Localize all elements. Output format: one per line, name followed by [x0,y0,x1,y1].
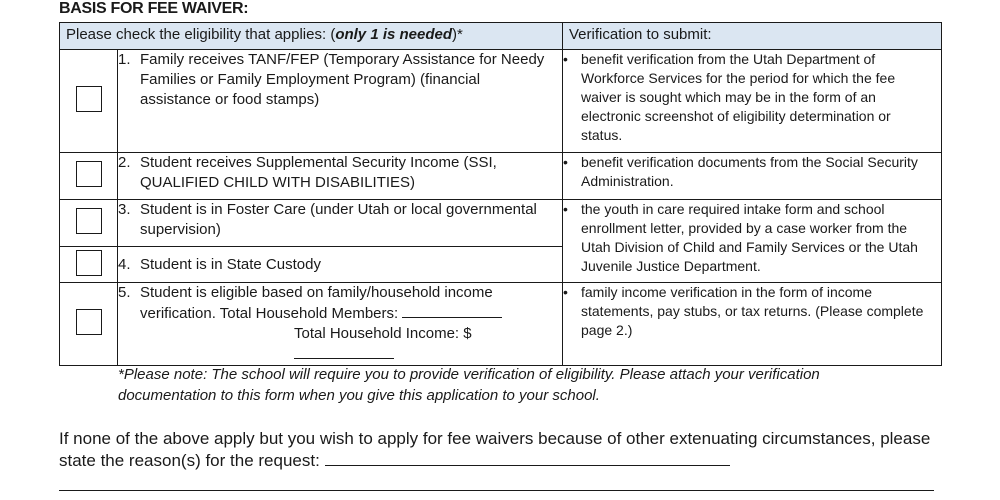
table-header-row [60,23,942,50]
state-custody-checkbox[interactable] [76,250,102,276]
criterion-3: 3. Student is in Foster Care (under Utah or local governmental supervision) [118,200,563,247]
criterion-2: 2. Student receives Supplemental Security Income (SSI, QUALIFIED CHILD WITH DISABILITIES) [118,153,563,200]
section-title: BASIS FOR FEE WAIVER: [59,0,249,17]
verification-2: • benefit verification documents from the Social Security Administration. [563,153,942,200]
table-row [60,50,942,153]
household-income-field[interactable] [294,344,394,359]
foster-care-checkbox[interactable] [76,208,102,234]
reason-field-line-1[interactable] [325,449,730,466]
only-one-needed-emphasis: only 1 is needed [335,26,453,43]
extenuating-circumstances: If none of the above apply but you wish to apply for fee waivers because of other extenuating circumstances, please state the reason(s) for the request: [59,429,931,470]
verification-note: *Please note: The school will require you to provide verification of eligibility. Please attach your verification documentation to this form when you give this application to your school. [118,366,820,404]
tanf-checkbox[interactable] [76,86,102,112]
ssi-checkbox[interactable] [76,161,102,187]
eligibility-table [59,22,942,366]
table-row [60,200,942,247]
eligibility-header: Please check the eligibility that applies: (only 1 is needed)* [60,23,563,50]
criterion-5: 5. Student is eligible based on family/household income verification. Total Household Members: Total Household Income: $ [118,283,563,366]
criterion-1: 1. Family receives TANF/FEP (Temporary Assistance for Needy Families or Family Employment Program) (financial assistance or food stamps) [118,50,563,153]
household-members-field[interactable] [402,303,502,318]
table-row [60,283,942,366]
verification-5: • family income verification in the form of income statements, pay stubs, or tax returns. (Please complete page 2.) [563,283,942,366]
verification-1: • benefit verification from the Utah Department of Workforce Services for the period for which the fee waiver is sought which may be in the form of an electronic screenshot of eligibility determination or status. [563,50,942,153]
table-row [60,153,942,200]
reason-field-line-2[interactable] [59,490,934,491]
verification-3: • the youth in care required intake form and school enrollment letter, provided by a case worker from the Utah Division of Child and Family Services or the Utah Juvenile Justice Department. [563,200,942,283]
criterion-4: 4. Student is in State Custody [118,247,563,283]
income-checkbox[interactable] [76,309,102,335]
verification-header: Verification to submit: [563,23,942,50]
